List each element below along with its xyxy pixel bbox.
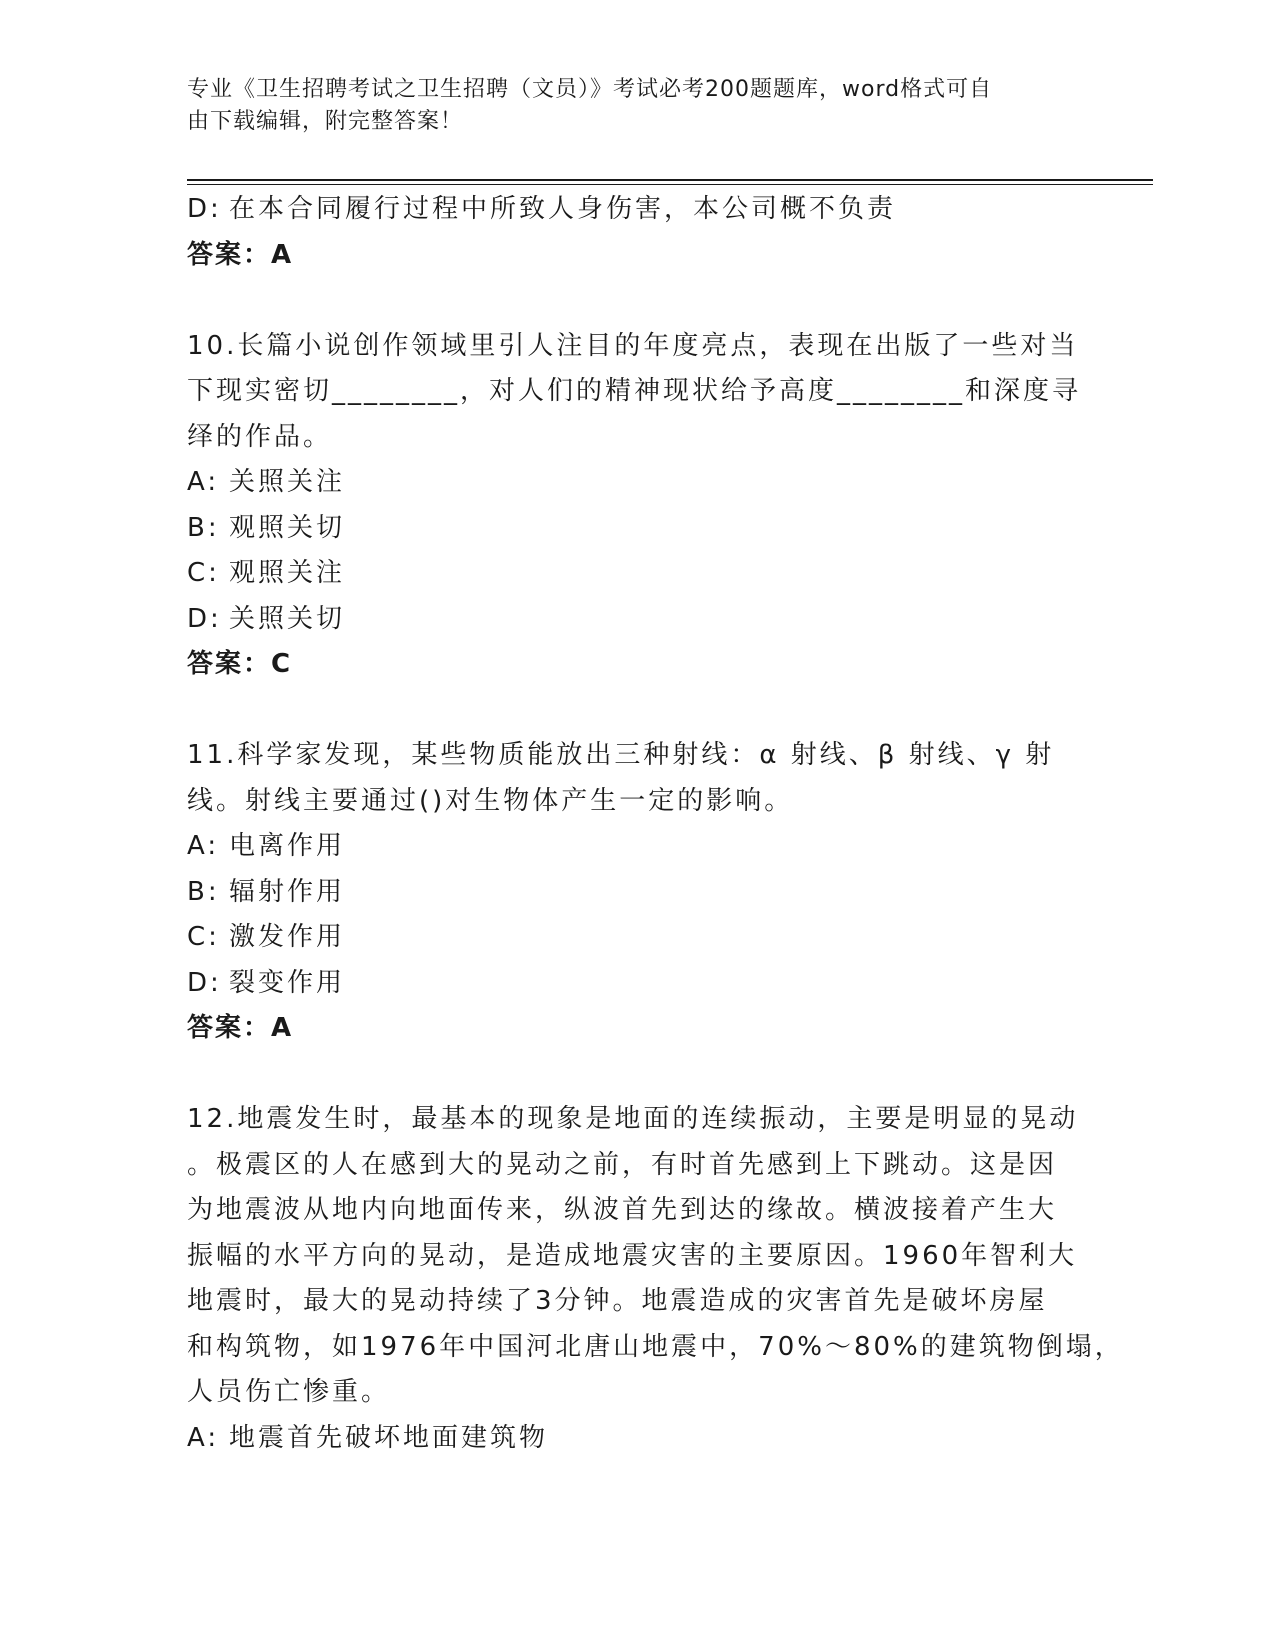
option-key: B: xyxy=(187,876,220,907)
option-text: 关照关注 xyxy=(229,467,346,497)
option-key: D: xyxy=(187,603,222,634)
answer-line: 答案：A xyxy=(187,239,294,270)
option-d xyxy=(187,961,1077,1007)
question-text-line: 和构筑物，如1976年中国河北唐山地震中，70%～80%的建筑物倒塌， xyxy=(187,1331,1124,1362)
question-text-line: 线。射线主要通过()对生物体产生一定的影响。 xyxy=(187,785,794,816)
question-text-line: 地震时，最大的晃动持续了3分钟。地震造成的灾害首先是破坏房屋 xyxy=(187,1286,1048,1316)
option-key: D: xyxy=(187,194,222,224)
question-11 xyxy=(187,733,1077,1052)
document-header xyxy=(187,74,1067,138)
question-spacer xyxy=(187,1052,1077,1098)
option-c xyxy=(187,551,1077,597)
answer-line: 答案：A xyxy=(187,1013,294,1043)
question-10 xyxy=(187,324,1082,688)
option-text: 地震首先破坏地面建筑物 xyxy=(229,1422,549,1453)
option-a xyxy=(187,824,1077,870)
question-spacer xyxy=(187,278,1077,324)
option-d xyxy=(187,597,1077,643)
option-key: C: xyxy=(187,922,220,952)
question-text-line: 绎的作品。 xyxy=(187,421,333,452)
option-key: A: xyxy=(187,1422,220,1453)
question-text-line: 10.长篇小说创作领域里引人注目的年度亮点，表现在出版了一些对当 xyxy=(187,330,1079,361)
option-text: 激发作用 xyxy=(229,922,346,952)
option-text: 观照关注 xyxy=(229,558,346,588)
question-9 xyxy=(187,187,1077,278)
option-text: 裂变作用 xyxy=(229,967,346,998)
question-text-line: 振幅的水平方向的晃动，是造成地震灾害的主要原因。1960年智利大 xyxy=(187,1240,1078,1271)
option-key: D: xyxy=(187,967,222,998)
option-key: A: xyxy=(187,831,220,861)
option-text: 观照关切 xyxy=(229,512,346,543)
option-b xyxy=(187,870,1077,916)
option-a xyxy=(187,460,1077,506)
header-divider xyxy=(187,179,1153,181)
header-line: 由下载编辑，附完整答案！ xyxy=(187,109,464,134)
option-a xyxy=(187,1416,1077,1462)
question-text-line: 人员伤亡惨重。 xyxy=(187,1377,391,1407)
option-key: B: xyxy=(187,512,220,543)
question-text-line: 11.科学家发现，某些物质能放出三种射线：α 射线、β 射线、γ 射 xyxy=(187,740,1055,770)
option-text: 电离作用 xyxy=(229,831,346,861)
option-text: 关照关切 xyxy=(229,603,346,634)
header-divider-thin xyxy=(187,184,1153,185)
question-text-line: 12.地震发生时，最基本的现象是地面的连续振动，主要是明显的晃动 xyxy=(187,1104,1079,1134)
question-text-line: 下现实密切________，对人们的精神现状给予高度________和深度寻 xyxy=(187,376,1082,406)
option-d xyxy=(187,187,1077,233)
document-body xyxy=(187,187,1124,1461)
option-b xyxy=(187,506,1077,552)
header-line: 专业《卫生招聘考试之卫生招聘（文员）》考试必考200题题库，word格式可自 xyxy=(187,77,993,102)
option-key: A: xyxy=(187,467,220,497)
option-key: C: xyxy=(187,558,220,588)
answer-line: 答案：C xyxy=(187,649,293,679)
question-text-line: 。极震区的人在感到大的晃动之前，有时首先感到上下跳动。这是因 xyxy=(187,1149,1058,1180)
question-text-line: 为地震波从地内向地面传来，纵波首先到达的缘故。横波接着产生大 xyxy=(187,1195,1058,1225)
question-spacer xyxy=(187,688,1077,734)
option-text: 辐射作用 xyxy=(229,876,346,907)
question-12 xyxy=(187,1097,1124,1461)
option-text: 在本合同履行过程中所致人身伤害，本公司概不负责 xyxy=(229,194,897,224)
option-c xyxy=(187,915,1077,961)
